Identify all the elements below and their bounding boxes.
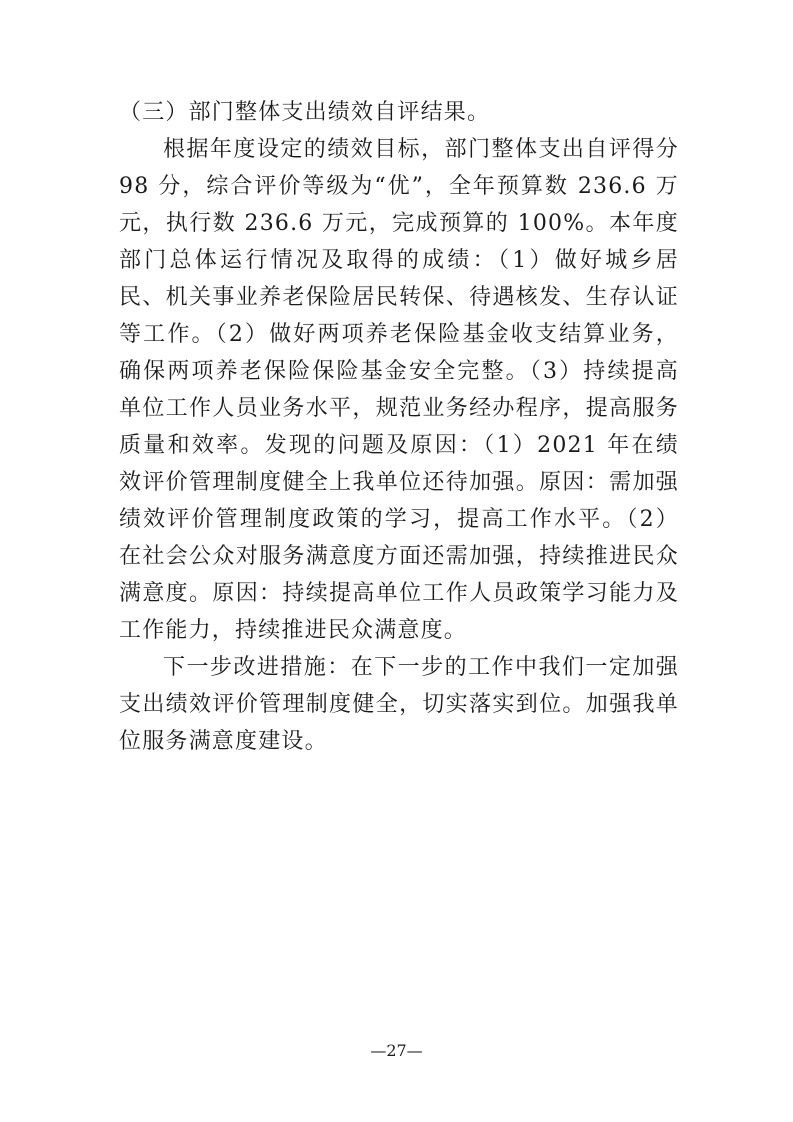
section-heading: （三）部门整体支出绩效自评结果。 <box>119 100 491 125</box>
page-number: —27— <box>370 1041 423 1060</box>
paragraph-improvement-measures: 下一步改进措施：在下一步的工作中我们一定加强支出绩效评价管理制度健全，切实落实到位。加强我单位服务满意度建设。 <box>119 655 679 754</box>
document-body <box>119 94 679 760</box>
paragraph-self-evaluation: 根据年度设定的绩效目标，部门整体支出自评得分 98 分，综合评价等级为“优”，全年预算数 236.6 万元，执行数 236.6 万元，完成预算的 100%。本年度部门总体运行情况及取得的成绩：（1）做好城乡居民、机关事业养老保险居民转保、待遇核发、生存认证等工作。（2）做好两项养老保险基金收支结算业务，确保两项养老保险保险基金安全完整。（3）持续提高单位工作人员业务水平，规范业务经办程序，提高服务质量和效率。发现的问题及原因：（1）2021 年在绩效评价管理制度健全上我单位还待加强。原因：需加强绩效评价管理制度政策的学习，提高工作水平。（2）在社会公众对服务满意度方面还需加强，持续推进民众满意度。原因：持续提高单位工作人员政策学习能力及工作能力，持续推进民众满意度。 <box>119 137 679 643</box>
